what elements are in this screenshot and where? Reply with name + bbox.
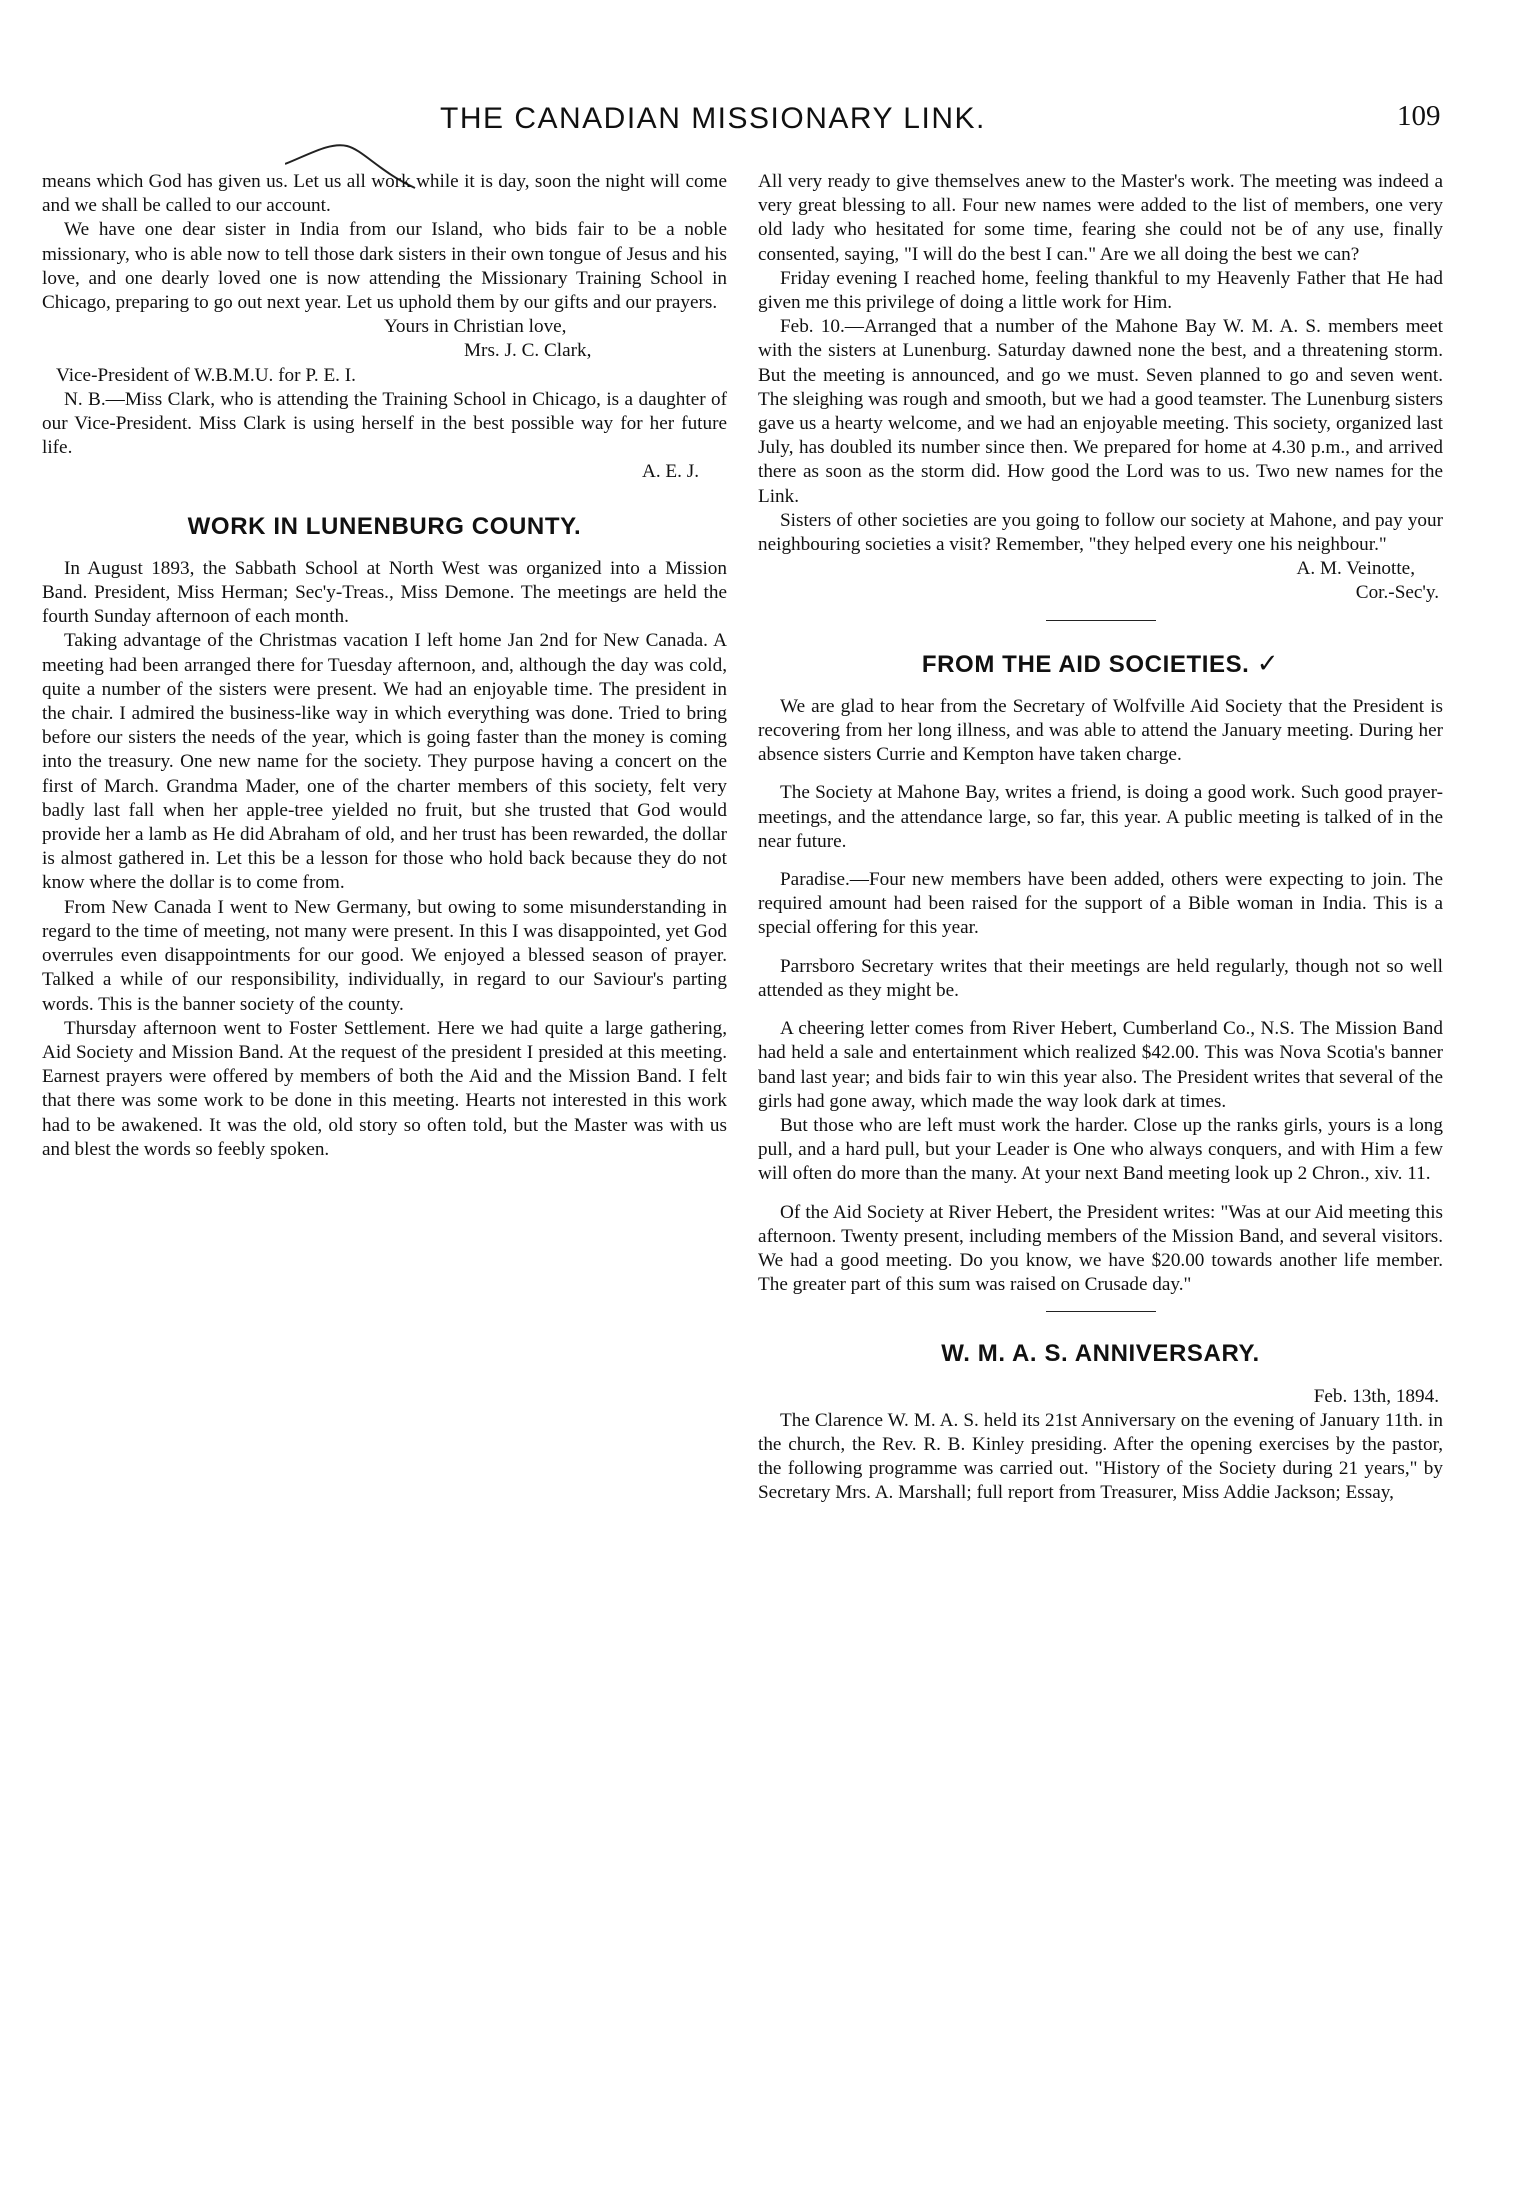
paragraph: We are glad to hear from the Secretary of Wolfville Aid Society that the President is recovering from her long illness, and was able to attend the January meeting. During her absence sisters Currie and Kempton have taken charge. — [758, 695, 1443, 766]
section-divider — [1046, 1311, 1156, 1312]
section-divider — [1046, 620, 1156, 621]
right-column — [758, 170, 1443, 1506]
paragraph: Of the Aid Society at River Hebert, the President writes: "Was at our Aid meeting this afternoon. Twenty present, including members of the Mission Band, and several visitors. We had a good meeting. Do you know, we have $20.00 towards another life member. The greater part of this sum was raised on Crusade day." — [758, 1201, 1443, 1296]
paragraph: The Clarence W. M. A. S. held its 21st Anniversary on the evening of January 11th. in the church, the Rev. R. B. Kinley presiding. After the opening exercises by the pastor, the following programme was carried out. "History of the Society during 21 years," by Secretary Mrs. A. Marshall; full report from Treasurer, Miss Addie Jackson; Essay, — [758, 1409, 1443, 1504]
spacer — [758, 767, 1443, 781]
paragraph: A cheering letter comes from River Hebert, Cumberland Co., N.S. The Mission Band had held a sale and entertainment which realized $42.00. This was Nova Scotia's banner band last year; and bids fair to win this year also. The President writes that several of the girls had gone away, which made the way look dark at times. — [758, 1018, 1443, 1112]
paragraph: Taking advantage of the Christmas vacation I left home Jan 2nd for New Canada. A meeting had been arranged there for Tuesday afternoon, and, although the day was cold, quite a number of the sisters were present. We had an enjoyable time. The president in the chair. I admired the business-like way in which everything was done. Tried to bring before our sisters the needs of the year, which is going faster than the money is coming into the treasury. One new name for the society. They purpose having a concert on the first of March. Grandma Mader, one of the charter members of this society, felt very badly last fall when her apple-tree yielded no fruit, but she trusted that God would provide her a lamb as He did Abraham of old, and her trust has been rewarded, the dollar is almost gathered in. Let this be a lesson for those who hold back because they do not know where the dollar is to come from. — [42, 630, 727, 894]
paragraph: In August 1893, the Sabbath School at North West was organized into a Mission Band. President, Miss Herman; Sec'y-Treas., Miss Demone. The meetings are held the fourth Sunday afternoon of each month. — [42, 557, 727, 628]
spacer — [758, 1187, 1443, 1201]
article-heading — [758, 647, 1443, 678]
paragraph: Paradise.—Four new members have been added, others were expecting to join. The required amount had been raised for the support of a Bible woman in India. This is a special offering for this year. — [758, 869, 1443, 939]
spacer — [758, 941, 1443, 955]
signature-name: A. M. Veinotte, — [1296, 558, 1415, 580]
spacer — [758, 1003, 1443, 1017]
nota-bene: N. B.—Miss Clark, who is attending the Training School in Chicago, is a daughter of our Vice-President. Miss Clark is using herself in the best possible way for her future life. — [42, 388, 727, 459]
letter-signer: Mrs. J. C. Clark, — [464, 340, 592, 362]
publication-title: THE CANADIAN MISSIONARY LINK. — [440, 102, 986, 135]
signer-title: Vice-President of W.B.M.U. for P. E. I. — [56, 364, 356, 386]
paragraph: Thursday afternoon went to Foster Settlement. Here we had quite a large gathering, Aid Society and Mission Band. At the request of the president I presided at this meeting. Earnest prayers were offered by members of both the Aid and the Mission Band. I felt that there was some work to be done in this meeting. Hearts not interested in this work had to be awakened. It was the old, old story so often told, but the Master was with us and blest the words so feebly spoken. — [42, 1017, 727, 1160]
article-heading: WORK IN LUNENBURG COUNTY. — [187, 512, 582, 540]
paragraph: From New Canada I went to New Germany, but owing to some misunderstanding in regard to the time of meeting, not many were present. In this I was disappointed, yet God overrules even disappointments for our good. We enjoyed a blessed season of prayer. Talked a while of our responsibility, individually, in regard to our Saviour's parting words. This is the banner society of the county. — [42, 896, 727, 1015]
paragraph: All very ready to give themselves anew to the Master's work. The meeting was indeed a very great blessing to all. Four new names were added to the list of members, one very old lady who hesitated for some time, fearing she could not be of any use, finally consented, saying, "I will do the best I can." Are we all doing the best we can? — [758, 171, 1443, 265]
page-header — [0, 92, 1535, 142]
paragraph: Sisters of other societies are you going to follow our society at Mahone, and pay your neighbouring societies a visit? Remember, "they helped every one his neighbour." — [758, 509, 1443, 556]
page-number: 109 — [1397, 100, 1441, 132]
paragraph: The Society at Mahone Bay, writes a friend, is doing a good work. Such good prayer-meetings, and the attendance large, so far, this year. A public meeting is talked of in the near future. — [758, 782, 1443, 852]
paragraph: Parrsboro Secretary writes that their meetings are held regularly, though not so well attended as they might be. — [758, 955, 1443, 1001]
paragraph: We have one dear sister in India from our Island, who bids fair to be a noble missionary, who is able now to tell those dark sisters in their own tongue of Jesus and his love, and one dearly loved one is now attending the Missionary Training School in Chicago, preparing to go out next year. Let us uphold them by our gifts and our prayers. — [42, 219, 727, 314]
heading-text: FROM THE AID SOCIETIES. — [921, 650, 1250, 678]
initials: A. E. J. — [641, 461, 699, 483]
spacer — [758, 854, 1443, 868]
left-column — [42, 170, 727, 1162]
paragraph: Feb. 10.—Arranged that a number of the Mahone Bay W. M. A. S. members meet with the sisters at Lunenburg. Saturday dawned none the best, and a threatening storm. But the meeting is announced, and go we must. Seven planned to go and seven went. The sleighing was rough and smooth, but we had a good teamster. The Lunenburg sisters gave us a hearty welcome, and we had an enjoyable meeting. This society, organized last July, has doubled its number since then. We prepared for home at 4.30 p.m., and arrived there as soon as the storm did. How good the Lord was to us. Two new names for the Link. — [758, 316, 1443, 507]
paragraph: Friday evening I reached home, feeling thankful to my Heavenly Father that He had given me this privilege of doing a little work for Him. — [758, 267, 1443, 314]
article-date: Feb. 13th, 1894. — [1313, 1385, 1439, 1407]
letter-closing: Yours in Christian love, — [384, 316, 567, 338]
signature-title: Cor.-Sec'y. — [1355, 582, 1439, 604]
paragraph: But those who are left must work the harder. Close up the ranks girls, yours is a long pull, and a hard pull, but your Leader is One who always conquers, and with Him a few will often do more than the many. At your next Band meeting look up 2 Chron., xiv. 11. — [758, 1114, 1443, 1185]
checkmark-glyph: ✓ — [1256, 647, 1280, 678]
article-heading: W. M. A. S. ANNIVERSARY. — [941, 1340, 1260, 1368]
paragraph: means which God has given us. Let us all work while it is day, soon the night will come and we shall be called to our account. — [42, 171, 727, 217]
